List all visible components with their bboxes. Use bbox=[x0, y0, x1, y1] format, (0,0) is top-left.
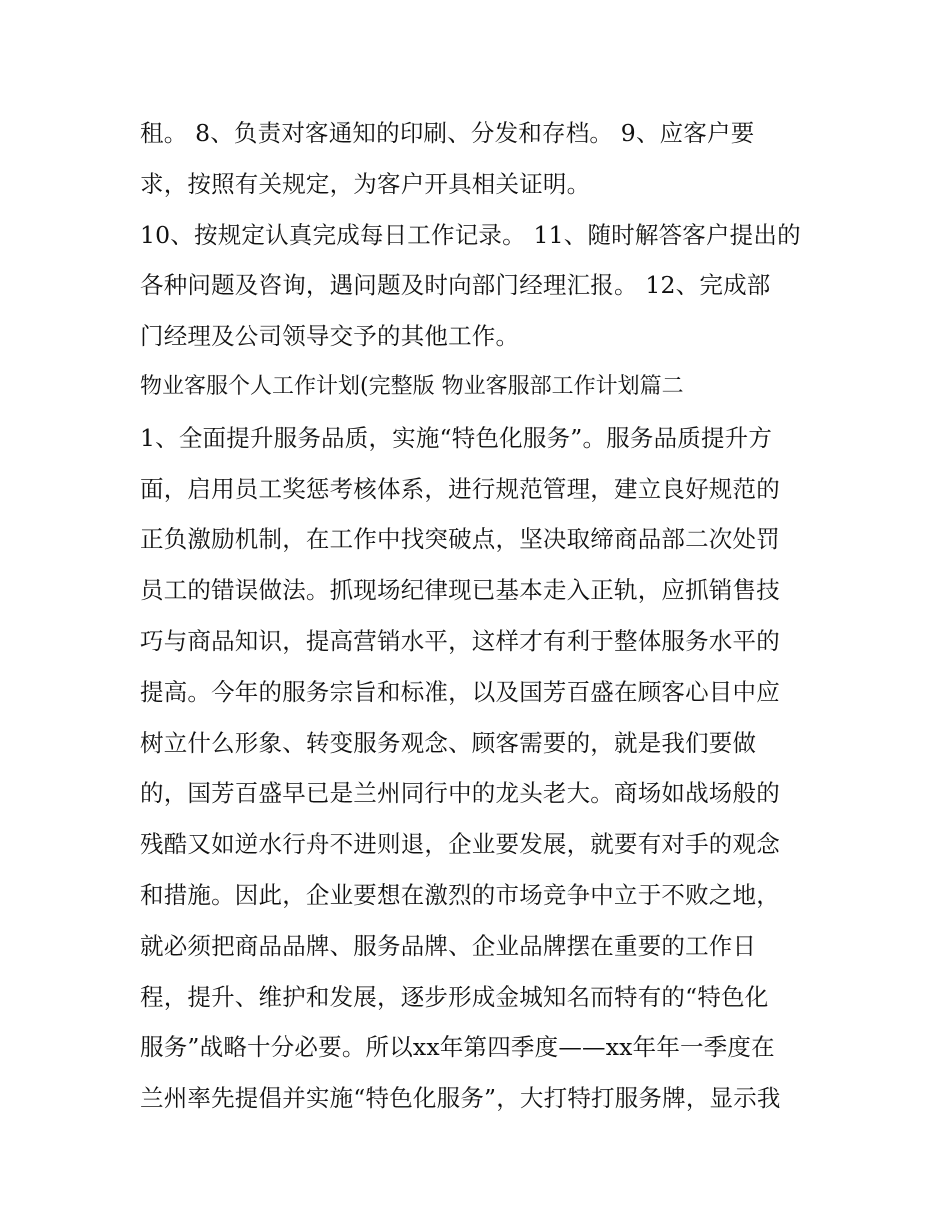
document-body bbox=[140, 108, 815, 1124]
text-line: 正负激励机制，在工作中找突破点，坚决取缔商品部二次处罚 bbox=[140, 525, 780, 554]
text-line: 1、全面提升服务品质，实施“特色化服务”。服务品质提升方 bbox=[140, 423, 773, 452]
text-line: 门经理及公司领导交予的其他工作。 bbox=[140, 322, 520, 351]
text-line: 员工的错误做法。抓现场纪律现已基本走入正轨，应抓销售技 bbox=[140, 576, 780, 605]
text-line: 租。 8、负责对客通知的印刷、分发和存档。 9、应客户要 bbox=[140, 119, 755, 147]
text-line: 程，提升、维护和发展，逐步形成金城知名而特有的“特色化 bbox=[140, 982, 769, 1011]
text-line: 提高。今年的服务宗旨和标准，以及国芳百盛在顾客心目中应 bbox=[140, 677, 780, 706]
text-line: 面，启用员工奖惩考核体系，进行规范管理，建立良好规范的 bbox=[140, 474, 780, 503]
text-line: 和措施。因此，企业要想在激烈的市场竞争中立于不败之地， bbox=[140, 880, 780, 909]
text-line: 树立什么形象、转变服务观念、顾客需要的，就是我们要做 bbox=[140, 728, 757, 757]
text-line: 巧与商品知识，提高营销水平，这样才有利于整体服务水平的 bbox=[140, 626, 780, 655]
text-line: 各种问题及咨询，遇问题及时向部门经理汇报。 12、完成部 bbox=[140, 271, 771, 300]
text-line: 兰州率先提倡并实施“特色化服务”，大打特打服务牌，显示我 bbox=[140, 1084, 781, 1113]
text-line: 残酷又如逆水行舟不进则退，企业要发展，就要有对手的观念 bbox=[140, 830, 780, 859]
text-line: 就必须把商品品牌、服务品牌、企业品牌摆在重要的工作日 bbox=[140, 931, 757, 960]
section-heading: 物业客服个人工作计划(完整版 物业客服部工作计划篇二 bbox=[140, 373, 684, 399]
text-line: 的，国芳百盛早已是兰州同行中的龙头老大。商场如战场般的 bbox=[140, 779, 780, 808]
text-line: 求，按照有关规定，为客户开具相关证明。 bbox=[140, 169, 591, 198]
text-line: 10、按规定认真完成每日工作记录。 11、随时解答客户提出的 bbox=[140, 220, 801, 249]
text-line: 服务”战略十分必要。所以xx年第四季度——xx年年一季度在 bbox=[140, 1033, 775, 1062]
